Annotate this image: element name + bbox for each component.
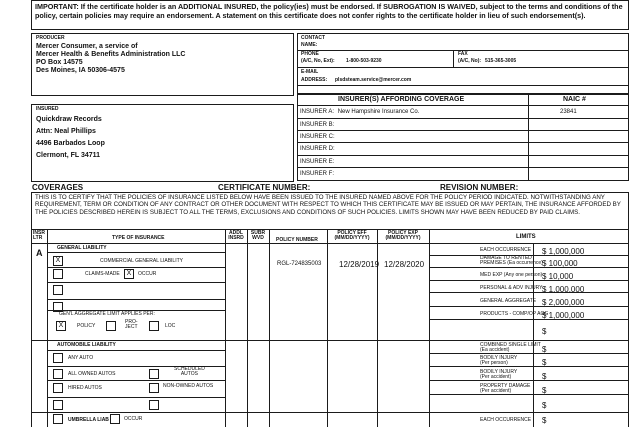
occur-checkbox[interactable]: X	[124, 269, 134, 279]
limit-label: PROPERTY DAMAGE (Per accident)	[480, 383, 531, 394]
occur-label: OCCUR	[138, 271, 157, 277]
coverage-statement-box	[31, 192, 629, 230]
phone-label: PHONE	[301, 51, 319, 57]
insurers-header-row	[297, 94, 629, 106]
insurer-b-label: INSURER B:	[300, 122, 335, 128]
insured-line-3: 4496 Barbados Loop	[36, 140, 105, 147]
loc-label: LOC	[165, 323, 176, 329]
cgl-checkbox[interactable]: X	[53, 256, 63, 266]
limit-label: EACH OCCURRENCE	[480, 247, 532, 253]
limit-value: $ 1,000,000	[542, 311, 585, 320]
phone-value: 1-800-503-9230	[346, 58, 382, 64]
header-subr: SUBR WVD	[250, 230, 266, 241]
address-label: ADDRESS:	[301, 77, 328, 83]
umbrella-limit-value: $	[542, 416, 547, 425]
header-eff: POLICY EFF (MM/DD/YYYY)	[334, 230, 370, 241]
auto-title: AUTOMOBILE LIABILITY	[57, 342, 116, 348]
all-owned-label: ALL OWNED AUTOS	[68, 371, 116, 377]
insurer-d-label: INSURER D:	[300, 146, 335, 152]
non-owned-checkbox[interactable]	[149, 383, 159, 393]
gl-insurer-letter: A	[36, 248, 43, 258]
header-type: TYPE OF INSURANCE	[112, 235, 165, 241]
producer-block	[31, 33, 294, 96]
non-owned-label: NON-OWNED AUTOS	[163, 383, 214, 389]
insurers-header: INSURER(S) AFFORDING COVERAGE	[338, 96, 465, 103]
auto-extra-checkbox-2[interactable]	[149, 400, 159, 410]
scheduled-label: SCHEDULED AUTOS	[174, 366, 205, 377]
email-label: E-MAIL	[301, 69, 319, 75]
gl-extra-checkbox-1[interactable]	[53, 285, 63, 295]
important-text: IMPORTANT: If the certificate holder is an ADDITIONAL INSURED, the policy(ies) must be endorsed. If SUBROGATION IS WAIVED, subject to the terms and conditions of the policy, certain policies may require an endorsement. A statement on this certificate does not confer rights to the certificate holder in lieu of such endorsement(s).	[35, 2, 623, 20]
header-insr-ltr: INSR LTR	[33, 230, 45, 241]
certificate-number-label: CERTIFICATE NUMBER:	[218, 183, 311, 192]
header-limits: LIMITS	[516, 234, 536, 240]
revision-number-label: REVISION NUMBER:	[440, 183, 519, 192]
contact-label: CONTACT	[301, 35, 326, 41]
umbrella-occur-label: OCCUR	[124, 416, 143, 422]
phone-sub-label: (A/C, No, Ext):	[301, 58, 335, 64]
fax-sub-label: (A/C, No):	[458, 58, 482, 64]
gl-exp-date: 12/28/2020	[384, 260, 425, 269]
policy-checkbox[interactable]: X	[56, 321, 66, 331]
umbrella-occur-checkbox[interactable]	[110, 414, 120, 424]
email-value: plsdsteam.service@mercer.com	[335, 77, 412, 83]
limit-value: $ 2,000,000	[542, 298, 585, 307]
limit-label: BODILY INJURY (Per accident)	[480, 369, 518, 380]
limit-label: PRODUCTS - COMP/OP AGG	[480, 311, 549, 317]
claims-made-label: CLAIMS-MADE	[85, 271, 120, 277]
gl-policy-number: RGL-724835003	[277, 261, 322, 267]
scheduled-checkbox[interactable]	[149, 369, 159, 379]
cgl-label: COMMERCIAL GENERAL LIABILITY	[100, 258, 183, 264]
naic-header: NAIC #	[563, 96, 586, 103]
contact-block	[297, 33, 629, 94]
header-exp: POLICY EXP (MM/DD/YYYY)	[385, 230, 421, 241]
umbrella-checkbox[interactable]	[53, 414, 63, 424]
policy-label: POLICY	[77, 323, 96, 329]
auto-limits	[429, 340, 629, 412]
insurer-row	[298, 168, 628, 181]
umbrella-title: UMBRELLA LIAB	[68, 417, 109, 423]
producer-line-3: PO Box 14575	[36, 59, 83, 66]
gl-eff-date: 12/28/2019	[339, 260, 380, 269]
insurer-a-name: New Hampshire Insurance Co.	[337, 109, 420, 115]
aggregate-limit-label: GEN'L AGGREGATE LIMIT APPLIES PER:	[59, 311, 155, 317]
project-checkbox[interactable]	[106, 321, 116, 331]
limit-value: $ 1,000,000	[542, 247, 585, 256]
hired-label: HIRED AUTOS	[68, 385, 102, 391]
hired-checkbox[interactable]	[53, 383, 63, 393]
coverage-table	[31, 230, 629, 427]
limit-label: DAMAGE TO RENTED PREMISES (Ea occurrence)	[480, 255, 543, 266]
insured-label: INSURED	[36, 106, 59, 112]
limit-value: $ 1,000,000	[542, 285, 585, 294]
project-label: PRO- JECT	[125, 319, 138, 330]
insurer-row	[298, 106, 628, 119]
gl-limits	[429, 244, 629, 342]
limit-label: COMBINED SINGLE LIMIT (Ea accident)	[480, 342, 541, 353]
limit-value: $	[542, 401, 547, 410]
limit-value: $	[542, 358, 547, 367]
any-auto-checkbox[interactable]	[53, 353, 63, 363]
insurer-row	[298, 156, 628, 168]
contact-name-label: NAME:	[301, 42, 318, 48]
producer-label: PRODUCER	[36, 35, 65, 41]
important-notice	[31, 0, 629, 30]
limit-value: $	[542, 345, 547, 354]
limit-label: PERSONAL & ADV INJURY	[480, 285, 543, 291]
insured-line-4: Clermont, FL 34711	[36, 152, 101, 159]
insurer-a-label: INSURER A:	[300, 109, 335, 115]
limit-value: $ 100,000	[542, 259, 578, 268]
insurer-row	[298, 143, 628, 156]
coverages-label: COVERAGES	[32, 183, 84, 192]
insured-line-2: Attn: Neal Phillips	[36, 128, 96, 135]
producer-line-2: Mercer Health & Benefits Administration LLC	[36, 51, 186, 58]
claims-made-checkbox[interactable]	[53, 269, 63, 279]
auto-extra-checkbox-1[interactable]	[53, 400, 63, 410]
loc-checkbox[interactable]	[149, 321, 159, 331]
fax-label: FAX	[458, 51, 468, 57]
insurers-table	[297, 106, 629, 181]
header-policy-number: POLICY NUMBER	[276, 237, 318, 243]
limit-label: BODILY INJURY (Per person)	[480, 355, 518, 366]
insurer-f-label: INSURER F:	[300, 171, 335, 177]
any-auto-label: ANY AUTO	[68, 355, 94, 361]
header-addl: ADDL INSRD	[228, 230, 244, 241]
limit-label: GENERAL AGGREGATE	[480, 298, 537, 304]
insured-line-1: Quickdraw Records	[36, 116, 102, 123]
limit-value: $	[542, 327, 547, 336]
insured-block	[31, 104, 294, 182]
gl-title: GENERAL LIABILITY	[57, 245, 107, 251]
producer-line-4: Des Moines, IA 50306-4575	[36, 67, 125, 74]
insurer-e-label: INSURER E:	[300, 159, 335, 165]
producer-line-1: Mercer Consumer, a service of	[36, 43, 138, 50]
insurer-c-label: INSURER C:	[300, 134, 335, 140]
limit-value: $	[542, 386, 547, 395]
umbrella-limit-label: EACH OCCURRENCE	[480, 417, 532, 423]
fax-value: 515-365-3005	[485, 58, 517, 64]
limit-value: $	[542, 372, 547, 381]
all-owned-checkbox[interactable]	[53, 369, 63, 379]
insurer-row	[298, 131, 628, 143]
coverage-statement: THIS IS TO CERTIFY THAT THE POLICIES OF INSURANCE LISTED BELOW HAVE BEEN ISSUED TO THE INSURED NAMED ABOVE FOR THE POLICY PERIOD INDICATED. NOTWITHSTANDING ANY REQUIREMENT, TERM OR CONDITION OF ANY CONTRACT OR OTHER DOCUMENT WITH RESPECT TO WHICH THIS CERTIFICATE MAY BE ISSUED OR MAY PERTAIN, THE INSURANCE AFFORDED BY THE POLICIES DESCRIBED HEREIN IS SUBJECT TO ALL THE TERMS, EXCLUSIONS AND CONDITIONS OF SUCH POLICIES. LIMITS SHOWN MAY HAVE BEEN REDUCED BY PAID CLAIMS.	[35, 194, 621, 216]
insurer-a-naic: 23841	[560, 109, 577, 115]
limit-label: MED EXP (Any one person)	[480, 272, 543, 278]
insurer-row	[298, 119, 628, 131]
limit-value: $ 10,000	[542, 272, 574, 281]
